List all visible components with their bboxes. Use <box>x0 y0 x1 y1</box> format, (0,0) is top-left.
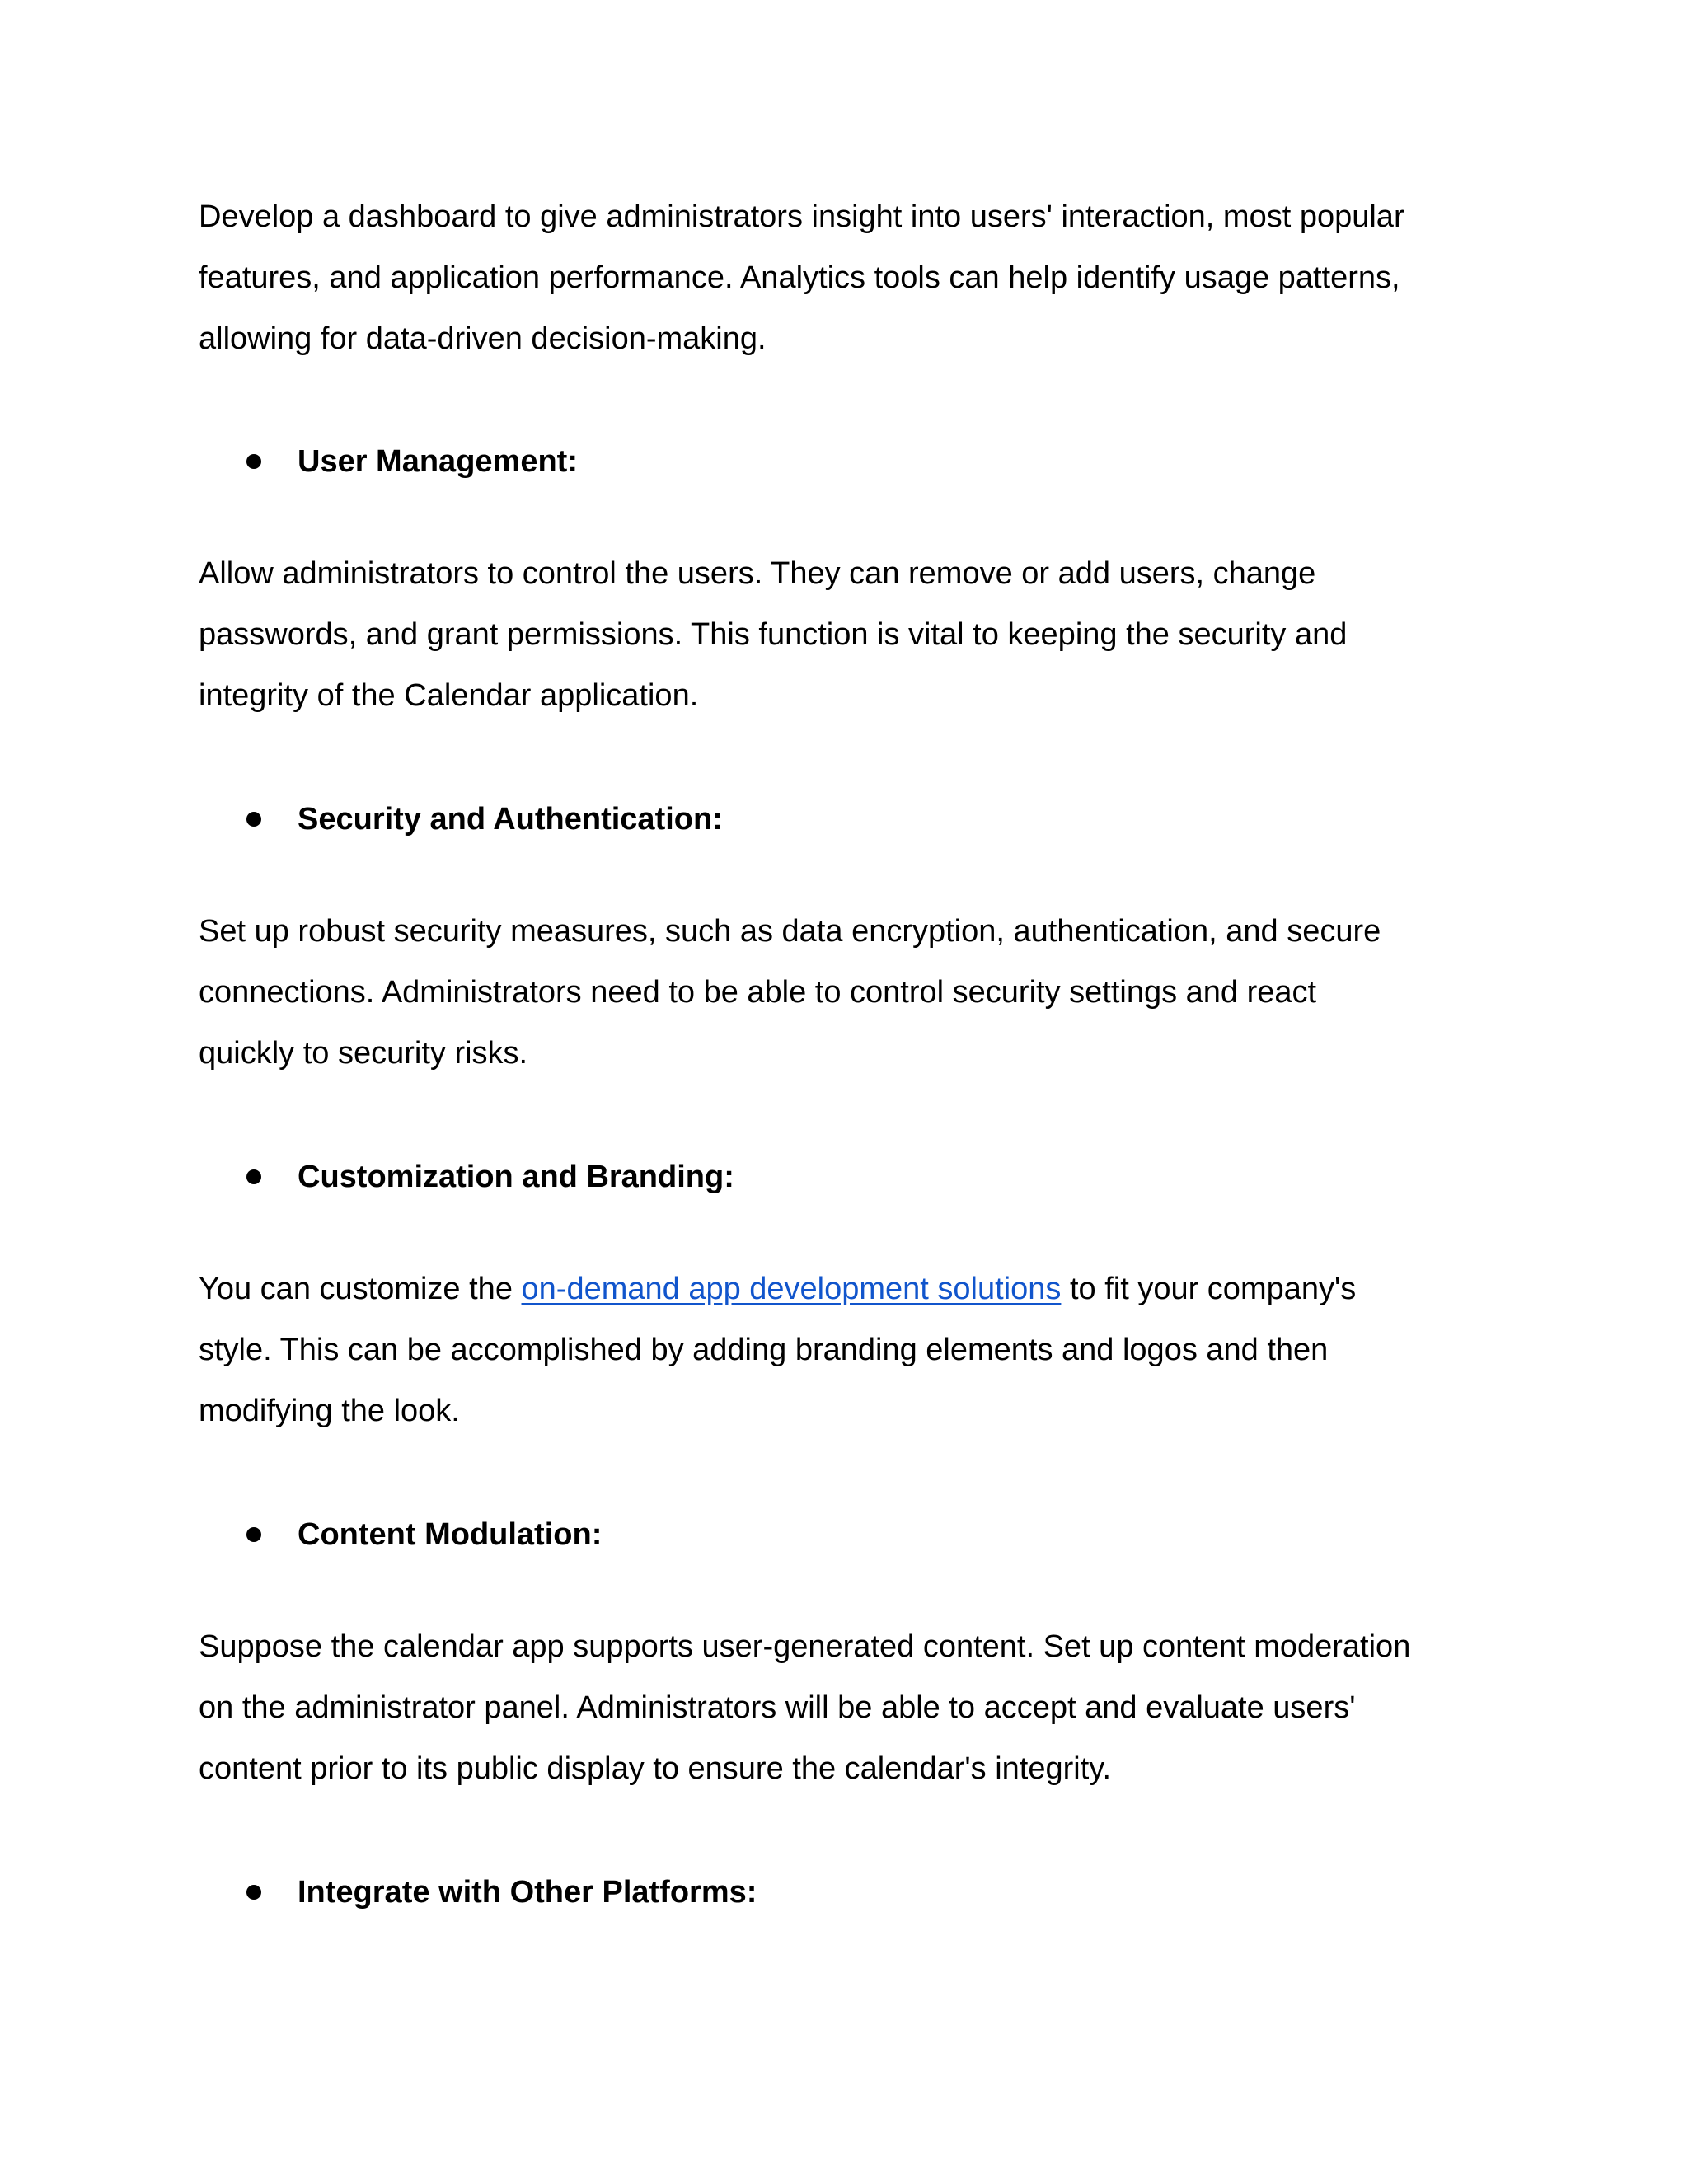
paragraph-line <box>199 1258 1501 1319</box>
paragraph-line: passwords, and grant permissions. This function is vital to keeping the security and <box>199 617 1348 652</box>
paragraph-line: Allow administrators to control the users. They can remove or add users, change <box>199 556 1316 591</box>
paragraph-text: You can customize the <box>199 1272 522 1306</box>
paragraph-line: content prior to its public display to ensure the calendar's integrity. <box>199 1751 1112 1786</box>
paragraph-text: to fit your company's <box>1061 1272 1357 1306</box>
heading-text: Customization and Branding: <box>298 1159 734 1194</box>
paragraph-line: Set up robust security measures, such as data encryption, authentication, and secure <box>199 914 1381 949</box>
bullet-dot-icon <box>246 1885 261 1900</box>
bullet-dot-icon <box>246 812 261 827</box>
paragraph-line: style. This can be accomplished by adding branding elements and logos and then <box>199 1333 1329 1367</box>
intro-line: Develop a dashboard to give administrators insight into users' interaction, most popular <box>199 199 1404 234</box>
heading-text: Content Modulation: <box>298 1516 603 1552</box>
customization-paragraph <box>199 1258 1501 1441</box>
bullet-dot-icon <box>246 1527 261 1542</box>
paragraph-line: Suppose the calendar app supports user-generated content. Set up content moderation <box>199 1629 1411 1664</box>
bullet-heading-user-management <box>246 437 578 486</box>
intro-line: features, and application performance. Analytics tools can help identify usage patterns, <box>199 260 1400 295</box>
heading-text: Security and Authentication: <box>298 801 723 837</box>
intro-paragraph <box>199 186 1501 369</box>
paragraph-line: on the administrator panel. Administrators will be able to accept and evaluate users' <box>199 1690 1356 1725</box>
user-management-paragraph <box>199 543 1501 726</box>
app-development-link[interactable]: on-demand app development solutions <box>521 1272 1062 1306</box>
intro-line: allowing for data-driven decision-making. <box>199 321 767 356</box>
bullet-dot-icon <box>246 1169 261 1184</box>
paragraph-line: modifying the look. <box>199 1394 460 1428</box>
content-modulation-paragraph <box>199 1616 1501 1799</box>
paragraph-line: quickly to security risks. <box>199 1036 528 1071</box>
bullet-heading-content-modulation <box>246 1510 602 1559</box>
security-paragraph <box>199 901 1501 1084</box>
bullet-heading-customization <box>246 1152 734 1202</box>
bullet-heading-integrate <box>246 1868 757 1917</box>
bullet-dot-icon <box>246 454 261 469</box>
paragraph-line: connections. Administrators need to be able to control security settings and react <box>199 975 1317 1010</box>
heading-text: Integrate with Other Platforms: <box>298 1874 757 1910</box>
heading-text: User Management: <box>298 443 578 479</box>
paragraph-line: integrity of the Calendar application. <box>199 678 699 713</box>
bullet-heading-security <box>246 794 723 844</box>
